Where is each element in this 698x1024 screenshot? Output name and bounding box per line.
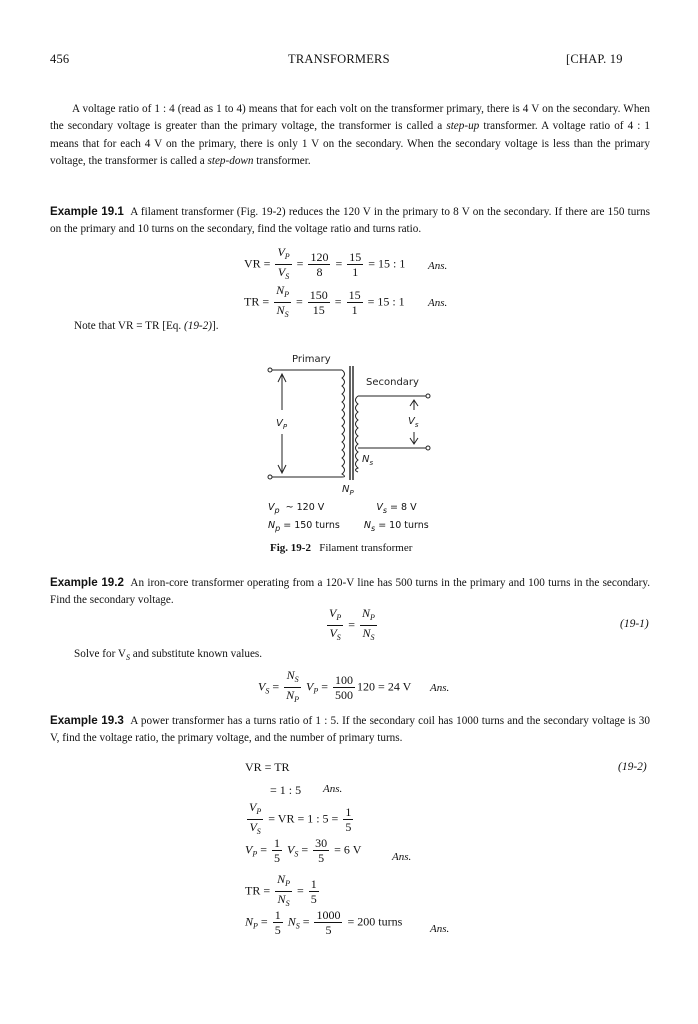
example-19-2-statement: Example 19.2 An iron-core transformer operating from a 120-V line has 500 turns in the primary and 100 turns in the secondary. Find the secondary voltage.	[50, 576, 650, 607]
vr-equals-tr: VR = TR	[245, 760, 290, 774]
example-label: Example 19.2	[50, 576, 124, 589]
example-label: Example 19.1	[50, 205, 124, 218]
voltage-ratio-equation: VR = $\frac{V_P}{V_S}$ = $\frac{120}{8}$ = $\frac{15}{1}$ = 15 : 1	[244, 245, 405, 284]
turns-ratio-fraction-equation: TR = $\frac{N_P}{N_S}$ = $\frac{1}{5}$	[245, 872, 321, 911]
vp-label: $V_P$	[276, 418, 288, 431]
answer-marker: Ans.	[428, 297, 448, 309]
example-label: Example 19.3	[50, 714, 124, 727]
ratio-one-to-five: = 1 : 5	[270, 783, 302, 797]
equation-number: (19-2)	[618, 761, 647, 773]
primary-voltage-equation: $V_P$ = $\frac{1}{5}$ $V_S$ = $\frac{30}{5}$ = 6 V	[245, 836, 362, 865]
primary-terminal-top	[268, 368, 272, 372]
figure-values: $V_p$ ~ 120 V $V_s = 8$ V $N_p = 150$ turns $N_s = 10$ turns	[268, 502, 429, 533]
note-line: Note that VR = TR [Eq. (19-2)].	[74, 320, 219, 332]
vs-label: $V_s$	[408, 416, 419, 429]
secondary-terminal-bottom	[426, 446, 430, 450]
secondary-coil	[356, 396, 359, 472]
solve-instruction: Solve for $V_S$ and substitute known values.	[74, 648, 263, 662]
intro-paragraph: A voltage ratio of 1 : 4 (read as 1 to 4) means that for each volt on the transformer primary, there is 4 V on the secondary. When the secondary voltage is greater than the primary voltage, the transformer is called a step-up transformer. A voltage ratio of 4 : 1 means that for each 4 V on the primary, there is only 1 V on the secondary. When the secondary voltage is less than the primary voltage, the transformer is called a step-down transformer.	[50, 103, 650, 168]
answer-marker: Ans.	[430, 682, 450, 694]
running-title: TRANSFORMERS	[288, 52, 390, 66]
page-number: 456	[50, 52, 70, 66]
answer-marker: Ans.	[430, 923, 450, 935]
answer-marker: Ans.	[323, 783, 343, 795]
answer-marker: Ans.	[392, 851, 412, 863]
vp-over-vs-equation: $\frac{V_P}{V_S}$ = VR = 1 : 5 = $\frac{1}{5}$	[245, 800, 355, 839]
example-19-3-statement: Example 19.3 A power transformer has a turns ratio of 1 : 5. If the secondary coil has 1000 turns and the secondary voltage is 30 V, find the voltage ratio, the primary voltage, and the number of primary turns.	[50, 714, 650, 745]
ns-label: $N_s$	[362, 454, 374, 467]
chapter-label: [CHAP. 19	[566, 52, 623, 66]
secondary-terminal-top	[426, 394, 430, 398]
np-label: $N_P$	[342, 484, 354, 497]
primary-coil	[342, 370, 345, 477]
ratio-equation-19-1: $\frac{V_P}{V_S}$ = $\frac{N_P}{N_S}$	[325, 606, 379, 645]
equation-number: (19-1)	[620, 618, 649, 630]
secondary-label: Secondary	[366, 377, 419, 388]
example-19-1-statement: Example 19.1 A filament transformer (Fig. 19-2) reduces the 120 V in the primary to 8 V on the secondary. If there are 150 turns on the primary and 10 turns on the secondary, find the voltage ratio and turns ratio.	[50, 205, 650, 236]
secondary-voltage-equation: $V_S$ = $\frac{N_S}{N_P}$ $V_P$ = $\frac{100}{500}$ 120 = 24 V	[258, 668, 411, 707]
primary-turns-equation: $N_P$ = $\frac{1}{5}$ $N_S$ = $\frac{1000}{5}$ = 200 turns	[245, 908, 403, 937]
primary-terminal-bottom	[268, 475, 272, 479]
figure-caption: Fig. 19-2 Filament transformer	[270, 542, 413, 554]
answer-marker: Ans.	[428, 260, 448, 272]
turns-ratio-equation: TR = $\frac{N_P}{N_S}$ = $\frac{150}{15}$ = $\frac{15}{1}$ = 15 : 1	[244, 283, 405, 322]
primary-label: Primary	[292, 354, 331, 365]
